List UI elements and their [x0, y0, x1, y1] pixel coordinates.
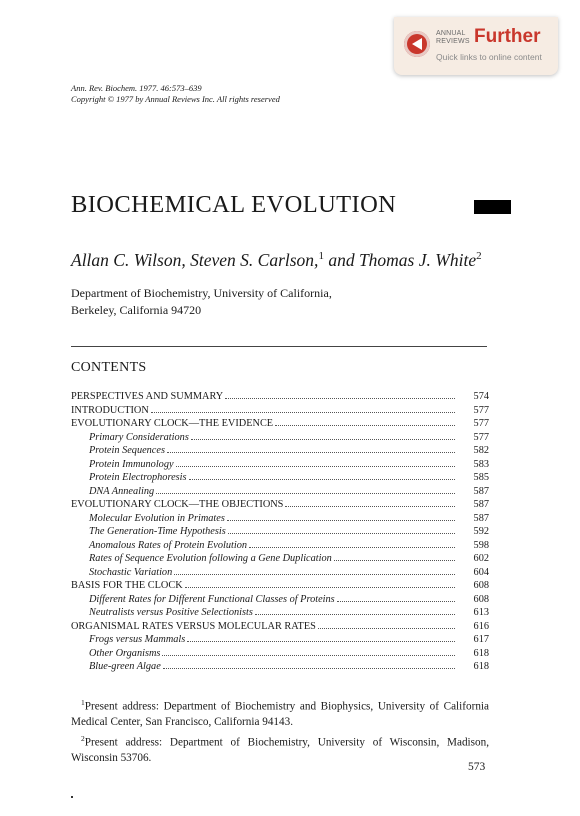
divider: [71, 346, 487, 347]
toc-entry[interactable]: [71, 486, 489, 500]
toc-entry-page: 604: [473, 566, 489, 578]
toc-entry[interactable]: [71, 553, 489, 567]
toc-entry-page: 608: [473, 593, 489, 605]
toc-entry[interactable]: [71, 526, 489, 540]
footnote: $^1$Present address: Department of Biochemistry and Biophysics, University of California Medical Center, San Francisco, California 94143.: [71, 698, 489, 729]
toc-leader-dots: [249, 547, 455, 548]
affiliation: Department of Biochemistry, University of California, Berkeley, California 94720: [71, 286, 332, 317]
toc-entry[interactable]: [71, 459, 489, 473]
toc-leader-dots: [163, 668, 455, 669]
toc-leader-dots: [167, 452, 455, 453]
journal-header: [71, 83, 280, 105]
toc-entry-label: Neutralists versus Positive Selectionists: [89, 607, 253, 618]
toc-leader-dots: [285, 506, 455, 507]
toc-entry-label: EVOLUTIONARY CLOCK—THE OBJECTIONS: [71, 499, 284, 510]
toc-entry-page: 618: [473, 661, 489, 672]
toc-leader-dots: [255, 614, 455, 615]
toc-entry-page: 587: [473, 485, 489, 497]
toc-entry[interactable]: [71, 580, 489, 594]
author-name: Allan C. Wilson,: [71, 250, 191, 270]
toc-entry-label: PERSPECTIVES AND SUMMARY: [71, 391, 224, 402]
toc-entry-page: 582: [473, 445, 489, 456]
toc-leader-dots: [337, 601, 455, 602]
author-name: and Thomas J. White: [323, 250, 477, 270]
footnote: $^2$Present address: Department of Biochemistry, University of Wisconsin, Madison, Wisconsin 53706.: [71, 733, 489, 764]
toc-entry-page: 577: [473, 404, 489, 416]
toc-entry[interactable]: [71, 540, 489, 554]
toc-leader-dots: [191, 439, 455, 440]
author-list: [71, 250, 482, 271]
toc-entry-label: ORGANISMAL RATES VERSUS MOLECULAR RATES: [71, 620, 316, 632]
article-title: BIOCHEMICAL EVOLUTION: [71, 191, 397, 218]
toc-entry-page: 574: [473, 391, 489, 402]
redaction-bar: [474, 200, 511, 214]
toc-leader-dots: [334, 560, 455, 561]
toc-entry-label: EVOLUTIONARY CLOCK—THE EVIDENCE: [71, 418, 274, 429]
toc-entry-page: 587: [473, 512, 489, 524]
page-number: 573: [468, 761, 486, 773]
toc-entry-label: Different Rates for Different Functional Classes of Proteins: [89, 593, 335, 605]
toc-entry-page: 602: [473, 553, 489, 564]
toc-entry[interactable]: [71, 418, 489, 432]
toc-leader-dots: [318, 628, 455, 629]
footnote-mark: 2: [476, 250, 482, 263]
toc-entry-page: 585: [473, 472, 489, 483]
toc-entry-label: Rates of Sequence Evolution following a Gene Duplication: [89, 553, 332, 564]
toc-entry-label: Molecular Evolution in Primates: [89, 512, 225, 524]
toc-entry-page: 592: [473, 526, 489, 537]
toc-entry-label: Protein Immunology: [89, 458, 174, 470]
toc-entry-label: Frogs versus Mammals: [89, 634, 186, 645]
toc-entry-page: 616: [473, 620, 489, 632]
toc-leader-dots: [187, 641, 455, 642]
annual-reviews-logo-text: ANNUAL REVIEWS: [436, 30, 470, 45]
footnotes: [71, 695, 489, 766]
citation: Ann. Rev. Biochem. 1977. 46:573–639: [71, 83, 202, 93]
toc-entry-label: Blue-green Algae: [89, 661, 161, 672]
footnote-mark: 1: [318, 250, 324, 263]
toc-entry-label: Protein Sequences: [89, 445, 165, 456]
contents-heading: CONTENTS: [71, 360, 147, 375]
toc-entry[interactable]: [71, 567, 489, 581]
toc-leader-dots: [228, 533, 455, 534]
scan-speck: [71, 796, 73, 798]
toc-entry-page: 587: [473, 499, 489, 510]
toc-entry[interactable]: [71, 607, 489, 621]
toc-leader-dots: [162, 655, 455, 656]
toc-entry-page: 608: [473, 580, 489, 591]
toc-entry[interactable]: [71, 391, 489, 405]
further-subtitle: Quick links to online content: [436, 52, 542, 62]
toc-entry-label: Stochastic Variation: [89, 566, 173, 578]
further-logo-word: Further: [474, 26, 541, 47]
toc-leader-dots: [227, 520, 455, 521]
toc-entry-label: Other Organisms: [89, 647, 161, 659]
toc-entry[interactable]: [71, 661, 489, 675]
toc-entry[interactable]: [71, 513, 489, 527]
toc-leader-dots: [151, 412, 455, 413]
toc-entry-page: 618: [473, 647, 489, 659]
toc-entry[interactable]: [71, 634, 489, 648]
toc-leader-dots: [156, 493, 455, 494]
toc-entry[interactable]: [71, 594, 489, 608]
toc-entry-label: INTRODUCTION: [71, 404, 149, 416]
further-badge[interactable]: [394, 17, 558, 75]
toc-entry[interactable]: [71, 445, 489, 459]
table-of-contents: [71, 391, 489, 675]
toc-entry-label: The Generation-Time Hypothesis: [89, 526, 226, 537]
author-name: Steven S. Carlson,: [190, 250, 319, 270]
toc-entry-label: Anomalous Rates of Protein Evolution: [89, 539, 248, 551]
toc-entry-label: DNA Annealing: [89, 485, 155, 497]
copyright: Copyright © 1977 by Annual Reviews Inc. All rights reserved: [71, 94, 280, 104]
toc-leader-dots: [189, 479, 455, 480]
toc-entry-page: 617: [473, 634, 489, 645]
toc-entry-label: Protein Electrophoresis: [89, 472, 187, 483]
toc-entry-page: 577: [473, 431, 489, 443]
toc-entry[interactable]: [71, 648, 489, 662]
toc-entry[interactable]: [71, 405, 489, 419]
toc-entry[interactable]: [71, 621, 489, 635]
toc-leader-dots: [176, 466, 455, 467]
toc-entry[interactable]: [71, 499, 489, 513]
arrow-left-icon: [404, 31, 430, 57]
toc-entry-label: Primary Considerations: [89, 431, 189, 443]
toc-leader-dots: [225, 398, 455, 399]
toc-leader-dots: [275, 425, 455, 426]
toc-entry-label: BASIS FOR THE CLOCK: [71, 580, 183, 591]
toc-leader-dots: [174, 574, 455, 575]
toc-entry-page: 583: [473, 458, 489, 470]
toc-entry-page: 598: [473, 539, 489, 551]
toc-leader-dots: [185, 587, 455, 588]
toc-entry[interactable]: [71, 432, 489, 446]
toc-entry[interactable]: [71, 472, 489, 486]
toc-entry-page: 613: [473, 607, 489, 618]
toc-entry-page: 577: [473, 418, 489, 429]
